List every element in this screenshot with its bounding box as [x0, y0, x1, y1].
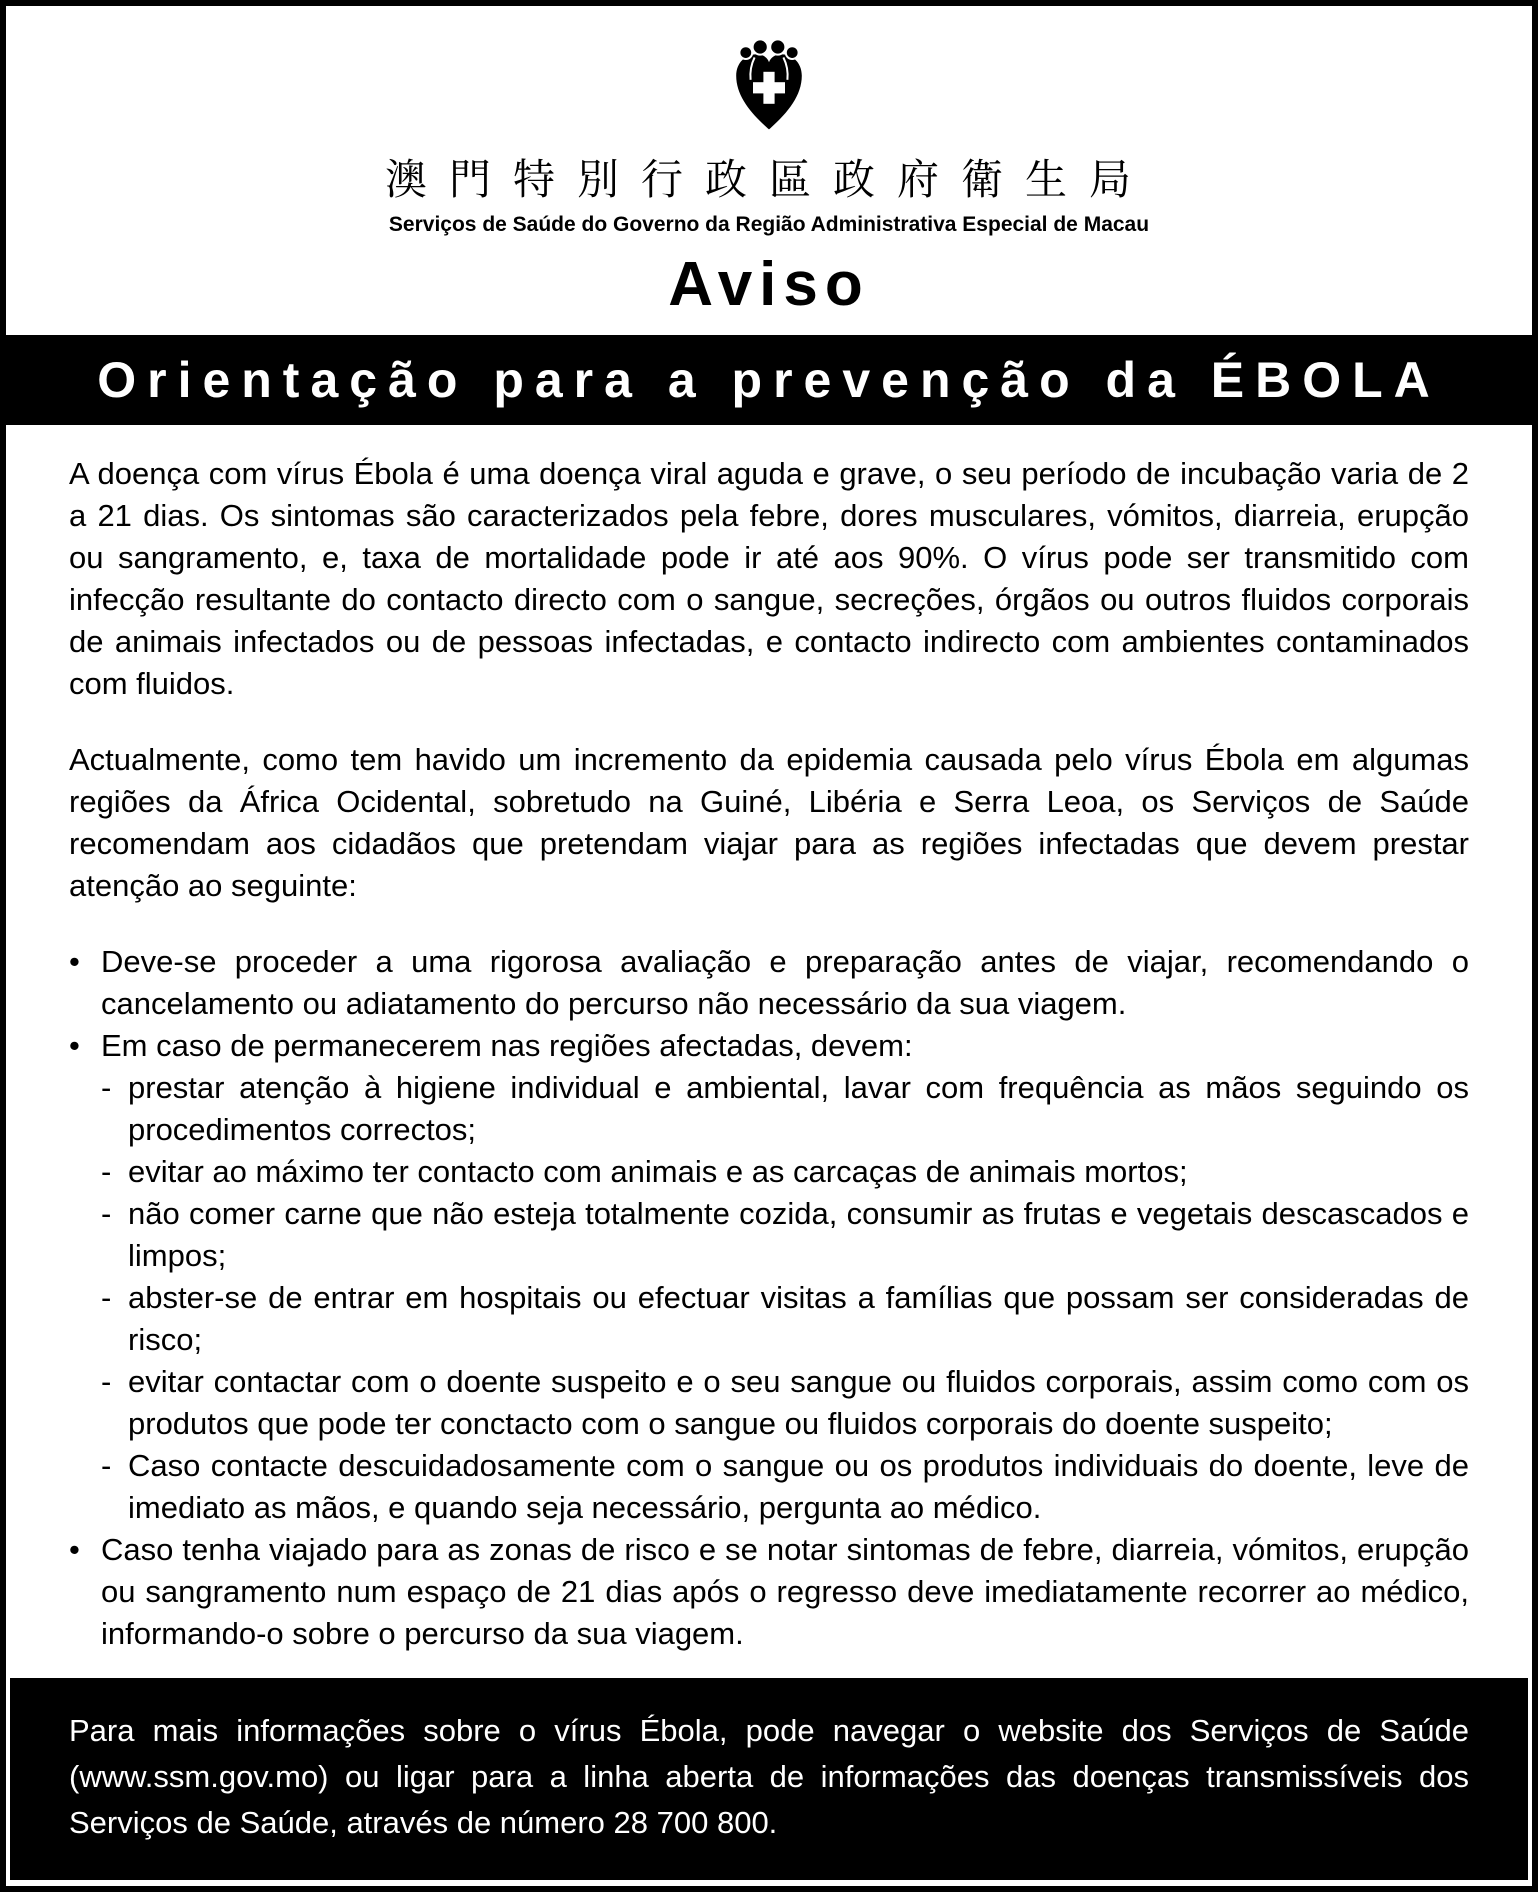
document-body [6, 425, 1532, 1655]
org-name-portuguese: Serviços de Saúde do Governo da Região Administrativa Especial de Macau [388, 213, 1150, 236]
document-title: Aviso [668, 250, 870, 319]
sub-list-item-text: prestar atenção à higiene individual e ambiental, lavar com frequência as mãos seguindo os procedimentos correctos; [128, 1070, 1469, 1148]
list-item-text: Em caso de permanecerem nas regiões afectadas, devem: [101, 1028, 913, 1064]
list-item [69, 941, 1469, 1025]
bullet-icon: • [69, 944, 80, 980]
document-header [6, 6, 1532, 319]
dash-icon: - [101, 1364, 112, 1400]
list-item [69, 1529, 1469, 1655]
bullet-icon: • [69, 1028, 80, 1064]
sub-list-item [101, 1361, 1469, 1445]
subject-banner-text: Orientação para a prevenção da ÉBOLA [97, 352, 1441, 409]
bullet-icon: • [69, 1532, 80, 1568]
sub-list-item-text: Caso contacte descuidadosamente com o sangue ou os produtos individuais do doente, leve de imediato as mãos, e quando seja necessário, pergunta ao médico. [128, 1448, 1469, 1526]
sub-recommendation-list [101, 1067, 1469, 1529]
dash-icon: - [101, 1280, 112, 1316]
list-item-text: Deve-se proceder a uma rigorosa avaliação e preparação antes de viajar, recomendando o cancelamento ou adiatamento do percurso não necessário da sua viagem. [101, 944, 1469, 1022]
list-item [69, 1025, 1469, 1529]
sub-list-item-text: não comer carne que não esteja totalmente cozida, consumir as frutas e vegetais descascados e limpos; [128, 1196, 1469, 1274]
intro-paragraph: A doença com vírus Ébola é uma doença viral aguda e grave, o seu período de incubação varia de 2 a 21 dias. Os sintomas são caracterizados pela febre, dores musculares, vómitos, diarreia, erupção ou sangramento, e, taxa de mortalidade pode ir até aos 90%. O vírus pode ser transmitido com infecção resultante do contacto directo com o sangue, secreções, órgãos ou outros fluidos corporais de animais infectados ou de pessoas infectadas, e contacto indirecto com ambientes contaminados com fluidos. [69, 456, 1469, 702]
footer-info-text: Para mais informações sobre o vírus Ébola, pode navegar o website dos Serviços de Saúde (www.ssm.gov.mo) ou ligar para a linha aberta de informações das doenças transmissíveis dos Serviços de Saúde, através de número 28 700 800. [69, 1713, 1469, 1840]
list-item-text: Caso tenha viajado para as zonas de risco e se notar sintomas de febre, diarreia, vómitos, erupção ou sangramento num espaço de 21 dias após o regresso deve imediatamente recorrer ao médico, informando-o sobre o percurso da sua viagem. [101, 1532, 1469, 1652]
dash-icon: - [101, 1196, 112, 1232]
sub-list-item-text: abster-se de entrar em hospitais ou efectuar visitas a famílias que possam ser consideradas de risco; [128, 1280, 1469, 1358]
sub-list-item [101, 1193, 1469, 1277]
org-name-chinese: 澳門特別行政區政府衛生局 [384, 156, 1153, 203]
sub-list-item [101, 1067, 1469, 1151]
dash-icon: - [101, 1448, 112, 1484]
sub-list-item [101, 1445, 1469, 1529]
context-paragraph: Actualmente, como tem havido um incremento da epidemia causada pelo vírus Ébola em algumas regiões da África Ocidental, sobretudo na Guiné, Libéria e Serra Leoa, os Serviços de Saúde recomendam aos cidadãos que pretendam viajar para as regiões infectadas que devem prestar atenção ao seguinte: [69, 742, 1469, 904]
sub-list-item [101, 1277, 1469, 1361]
footer-info-box [10, 1678, 1528, 1880]
dash-icon: - [101, 1070, 112, 1106]
sub-list-item-text: evitar contactar com o doente suspeito e o seu sangue ou fluidos corporais, assim como com os produtos que pode ter conctacto com o sangue ou fluidos corporais do doente suspeito; [128, 1364, 1469, 1442]
sub-list-item [101, 1151, 1469, 1193]
sub-list-item-text: evitar ao máximo ter contacto com animais e as carcaças de animais mortos; [128, 1154, 1188, 1190]
subject-banner [6, 335, 1532, 425]
dash-icon: - [101, 1154, 112, 1190]
health-bureau-heart-logo-icon [729, 36, 809, 138]
recommendation-list [69, 941, 1469, 1655]
